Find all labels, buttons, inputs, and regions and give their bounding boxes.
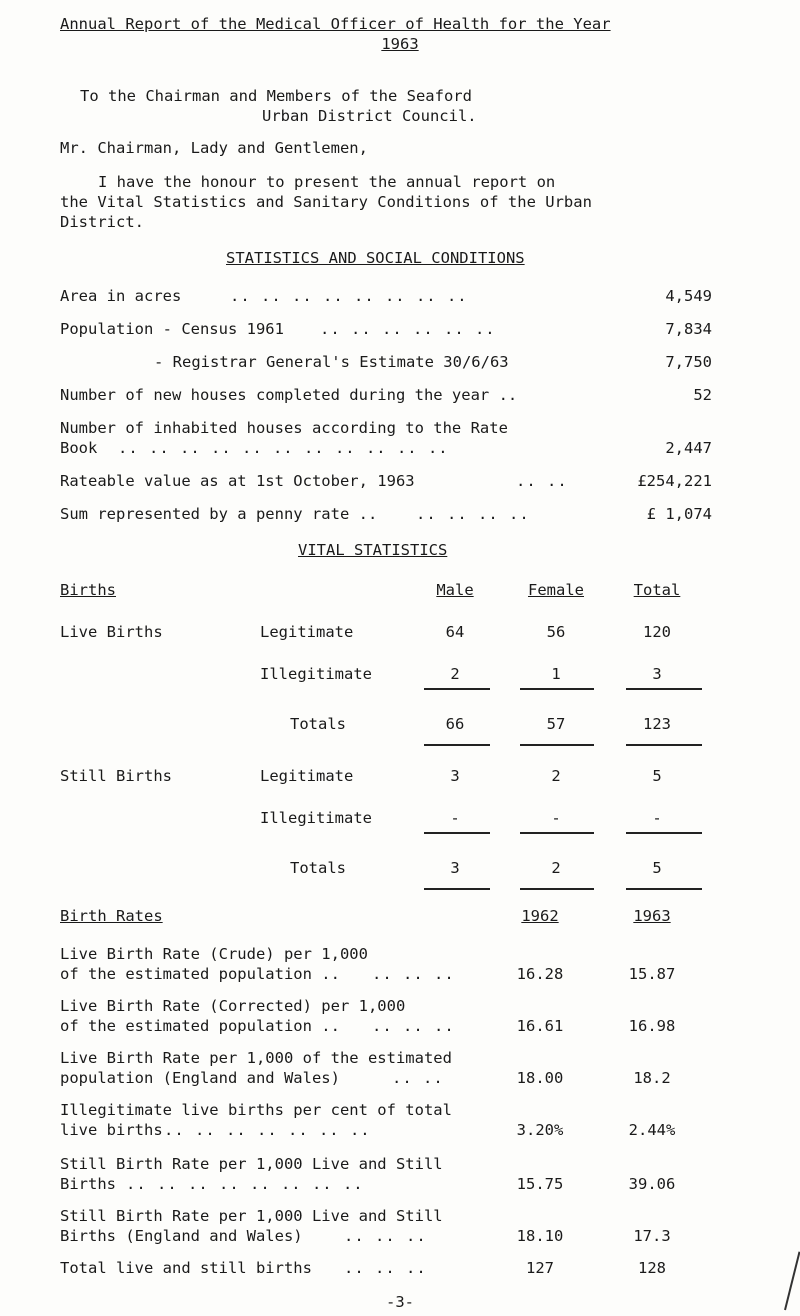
rate-1963: 2.44%	[628, 1121, 676, 1139]
greeting: Mr. Chairman, Lady and Gentlemen,	[60, 139, 368, 157]
total-value: 5	[652, 767, 662, 785]
female-total: 57	[546, 715, 566, 733]
rate-1962: 18.00	[516, 1069, 564, 1087]
intro-line-2: the Vital Statistics and Sanitary Conditions of the Urban	[60, 193, 592, 211]
stat-label: Sum represented by a penny rate ..	[60, 505, 378, 523]
stat-label-continued: Book	[60, 439, 98, 457]
page-number: -3-	[386, 1293, 414, 1311]
divider	[626, 832, 702, 834]
intro-line-1: I have the honour to present the annual report on	[98, 173, 556, 191]
intro-line-3: District.	[60, 213, 144, 231]
male-value: -	[450, 809, 460, 827]
rate-1963: 39.06	[628, 1175, 676, 1193]
total-value: 120	[643, 623, 671, 641]
rate-1962: 16.61	[516, 1017, 564, 1035]
male-value: 3	[450, 767, 460, 785]
col-female: Female	[528, 581, 584, 599]
grand-total: 5	[652, 859, 662, 877]
birth-rates-heading: Birth Rates	[60, 907, 163, 925]
col-1962: 1962	[521, 907, 559, 925]
rate-label-line-2: Births	[60, 1175, 116, 1193]
rate-leader: .. .. .. .. .. .. .. ..	[126, 1175, 364, 1193]
male-total: 3	[450, 859, 460, 877]
totals-label: Totals	[290, 859, 346, 877]
birth-type: Legitimate	[260, 623, 354, 641]
divider	[626, 744, 702, 746]
rate-label-line-1: Illegitimate live births per cent of total	[60, 1101, 452, 1119]
female-value: -	[551, 809, 561, 827]
divider	[424, 888, 490, 890]
male-total: 66	[445, 715, 465, 733]
divider	[424, 744, 490, 746]
rate-label-line-2: Births (England and Wales)	[60, 1227, 303, 1245]
stat-value: 52	[693, 386, 712, 404]
stat-label: - Registrar General's Estimate 30/6/63	[154, 353, 509, 371]
divider	[424, 688, 490, 690]
stat-leader: .. .. .. .. .. .. .. ..	[230, 287, 468, 305]
female-value: 56	[546, 623, 566, 641]
total-value: 3	[652, 665, 662, 683]
rate-1963: 18.2	[633, 1069, 671, 1087]
rate-1963: 16.98	[628, 1017, 676, 1035]
report-year: 1963	[381, 35, 419, 53]
statistics-heading: STATISTICS AND SOCIAL CONDITIONS	[226, 249, 525, 267]
rate-leader: .. .. ..	[344, 1259, 427, 1277]
total-1963: 128	[638, 1259, 666, 1277]
rate-leader: .. .. ..	[344, 1227, 427, 1245]
rate-1962: 18.10	[516, 1227, 564, 1245]
divider	[424, 832, 490, 834]
rate-label-line-1: Still Birth Rate per 1,000 Live and Still	[60, 1155, 443, 1173]
birth-type: Illegitimate	[260, 665, 372, 683]
rate-1963: 17.3	[633, 1227, 671, 1245]
births-heading: Births	[60, 581, 116, 599]
total-births-label: Total live and still births	[60, 1259, 312, 1277]
live-births-label: Live Births	[60, 623, 163, 641]
stat-value: 7,750	[665, 353, 712, 371]
rate-1963: 15.87	[628, 965, 676, 983]
birth-type: Illegitimate	[260, 809, 372, 827]
female-total: 2	[551, 859, 561, 877]
stat-value: £254,221	[637, 472, 712, 490]
stat-leader: .. .. .. .. .. ..	[320, 320, 496, 338]
col-1963: 1963	[633, 907, 671, 925]
rate-1962: 16.28	[516, 965, 564, 983]
stat-label: Rateable value as at 1st October, 1963	[60, 472, 415, 490]
vital-heading: VITAL STATISTICS	[298, 541, 448, 559]
divider	[626, 888, 702, 890]
rate-leader: .. .. ..	[372, 1017, 455, 1035]
still-births-label: Still Births	[60, 767, 172, 785]
rate-leader: .. .. .. .. .. .. ..	[164, 1121, 371, 1139]
rate-leader: .. ..	[392, 1069, 444, 1087]
rate-label-line-1: Live Birth Rate (Corrected) per 1,000	[60, 997, 406, 1015]
stat-value: 2,447	[665, 439, 712, 457]
rate-label-line-2: live births	[60, 1121, 163, 1139]
stat-value: 7,834	[665, 320, 712, 338]
rate-1962: 15.75	[516, 1175, 564, 1193]
divider	[520, 688, 594, 690]
totals-label: Totals	[290, 715, 346, 733]
addressee-line-2: Urban District Council.	[262, 107, 477, 125]
stat-leader: .. ..	[516, 472, 568, 490]
stat-leader: .. .. .. ..	[416, 505, 530, 523]
stat-label: Number of new houses completed during the year ..	[60, 386, 518, 404]
rate-label-line-1: Live Birth Rate (Crude) per 1,000	[60, 945, 368, 963]
rate-label-line-1: Still Birth Rate per 1,000 Live and Still	[60, 1207, 443, 1225]
col-male: Male	[436, 581, 474, 599]
rate-leader: .. .. ..	[372, 965, 455, 983]
stat-label: Number of inhabited houses according to the Rate	[60, 419, 508, 437]
stat-value: £ 1,074	[646, 505, 712, 523]
divider	[520, 832, 594, 834]
rate-label-line-1: Live Birth Rate per 1,000 of the estimated	[60, 1049, 452, 1067]
stat-value: 4,549	[665, 287, 712, 305]
col-total: Total	[633, 581, 681, 599]
total-value: -	[652, 809, 662, 827]
birth-type: Legitimate	[260, 767, 354, 785]
addressee-line-1: To the Chairman and Members of the Seaford	[80, 87, 472, 105]
male-value: 2	[450, 665, 460, 683]
female-value: 2	[551, 767, 561, 785]
male-value: 64	[445, 623, 465, 641]
stat-leader: .. .. .. .. .. .. .. .. .. .. ..	[118, 439, 449, 457]
stat-label: Population - Census 1961	[60, 320, 284, 338]
total-1962: 127	[526, 1259, 554, 1277]
rate-label-line-2: of the estimated population ..	[60, 965, 340, 983]
divider	[520, 744, 594, 746]
report-title: Annual Report of the Medical Officer of Health for the Year	[60, 15, 611, 33]
rate-label-line-2: population (England and Wales)	[60, 1069, 340, 1087]
female-value: 1	[551, 665, 561, 683]
divider	[626, 688, 702, 690]
stat-label: Area in acres	[60, 287, 182, 305]
rate-label-line-2: of the estimated population ..	[60, 1017, 340, 1035]
grand-total: 123	[643, 715, 671, 733]
rate-1962: 3.20%	[516, 1121, 564, 1139]
divider	[520, 888, 594, 890]
